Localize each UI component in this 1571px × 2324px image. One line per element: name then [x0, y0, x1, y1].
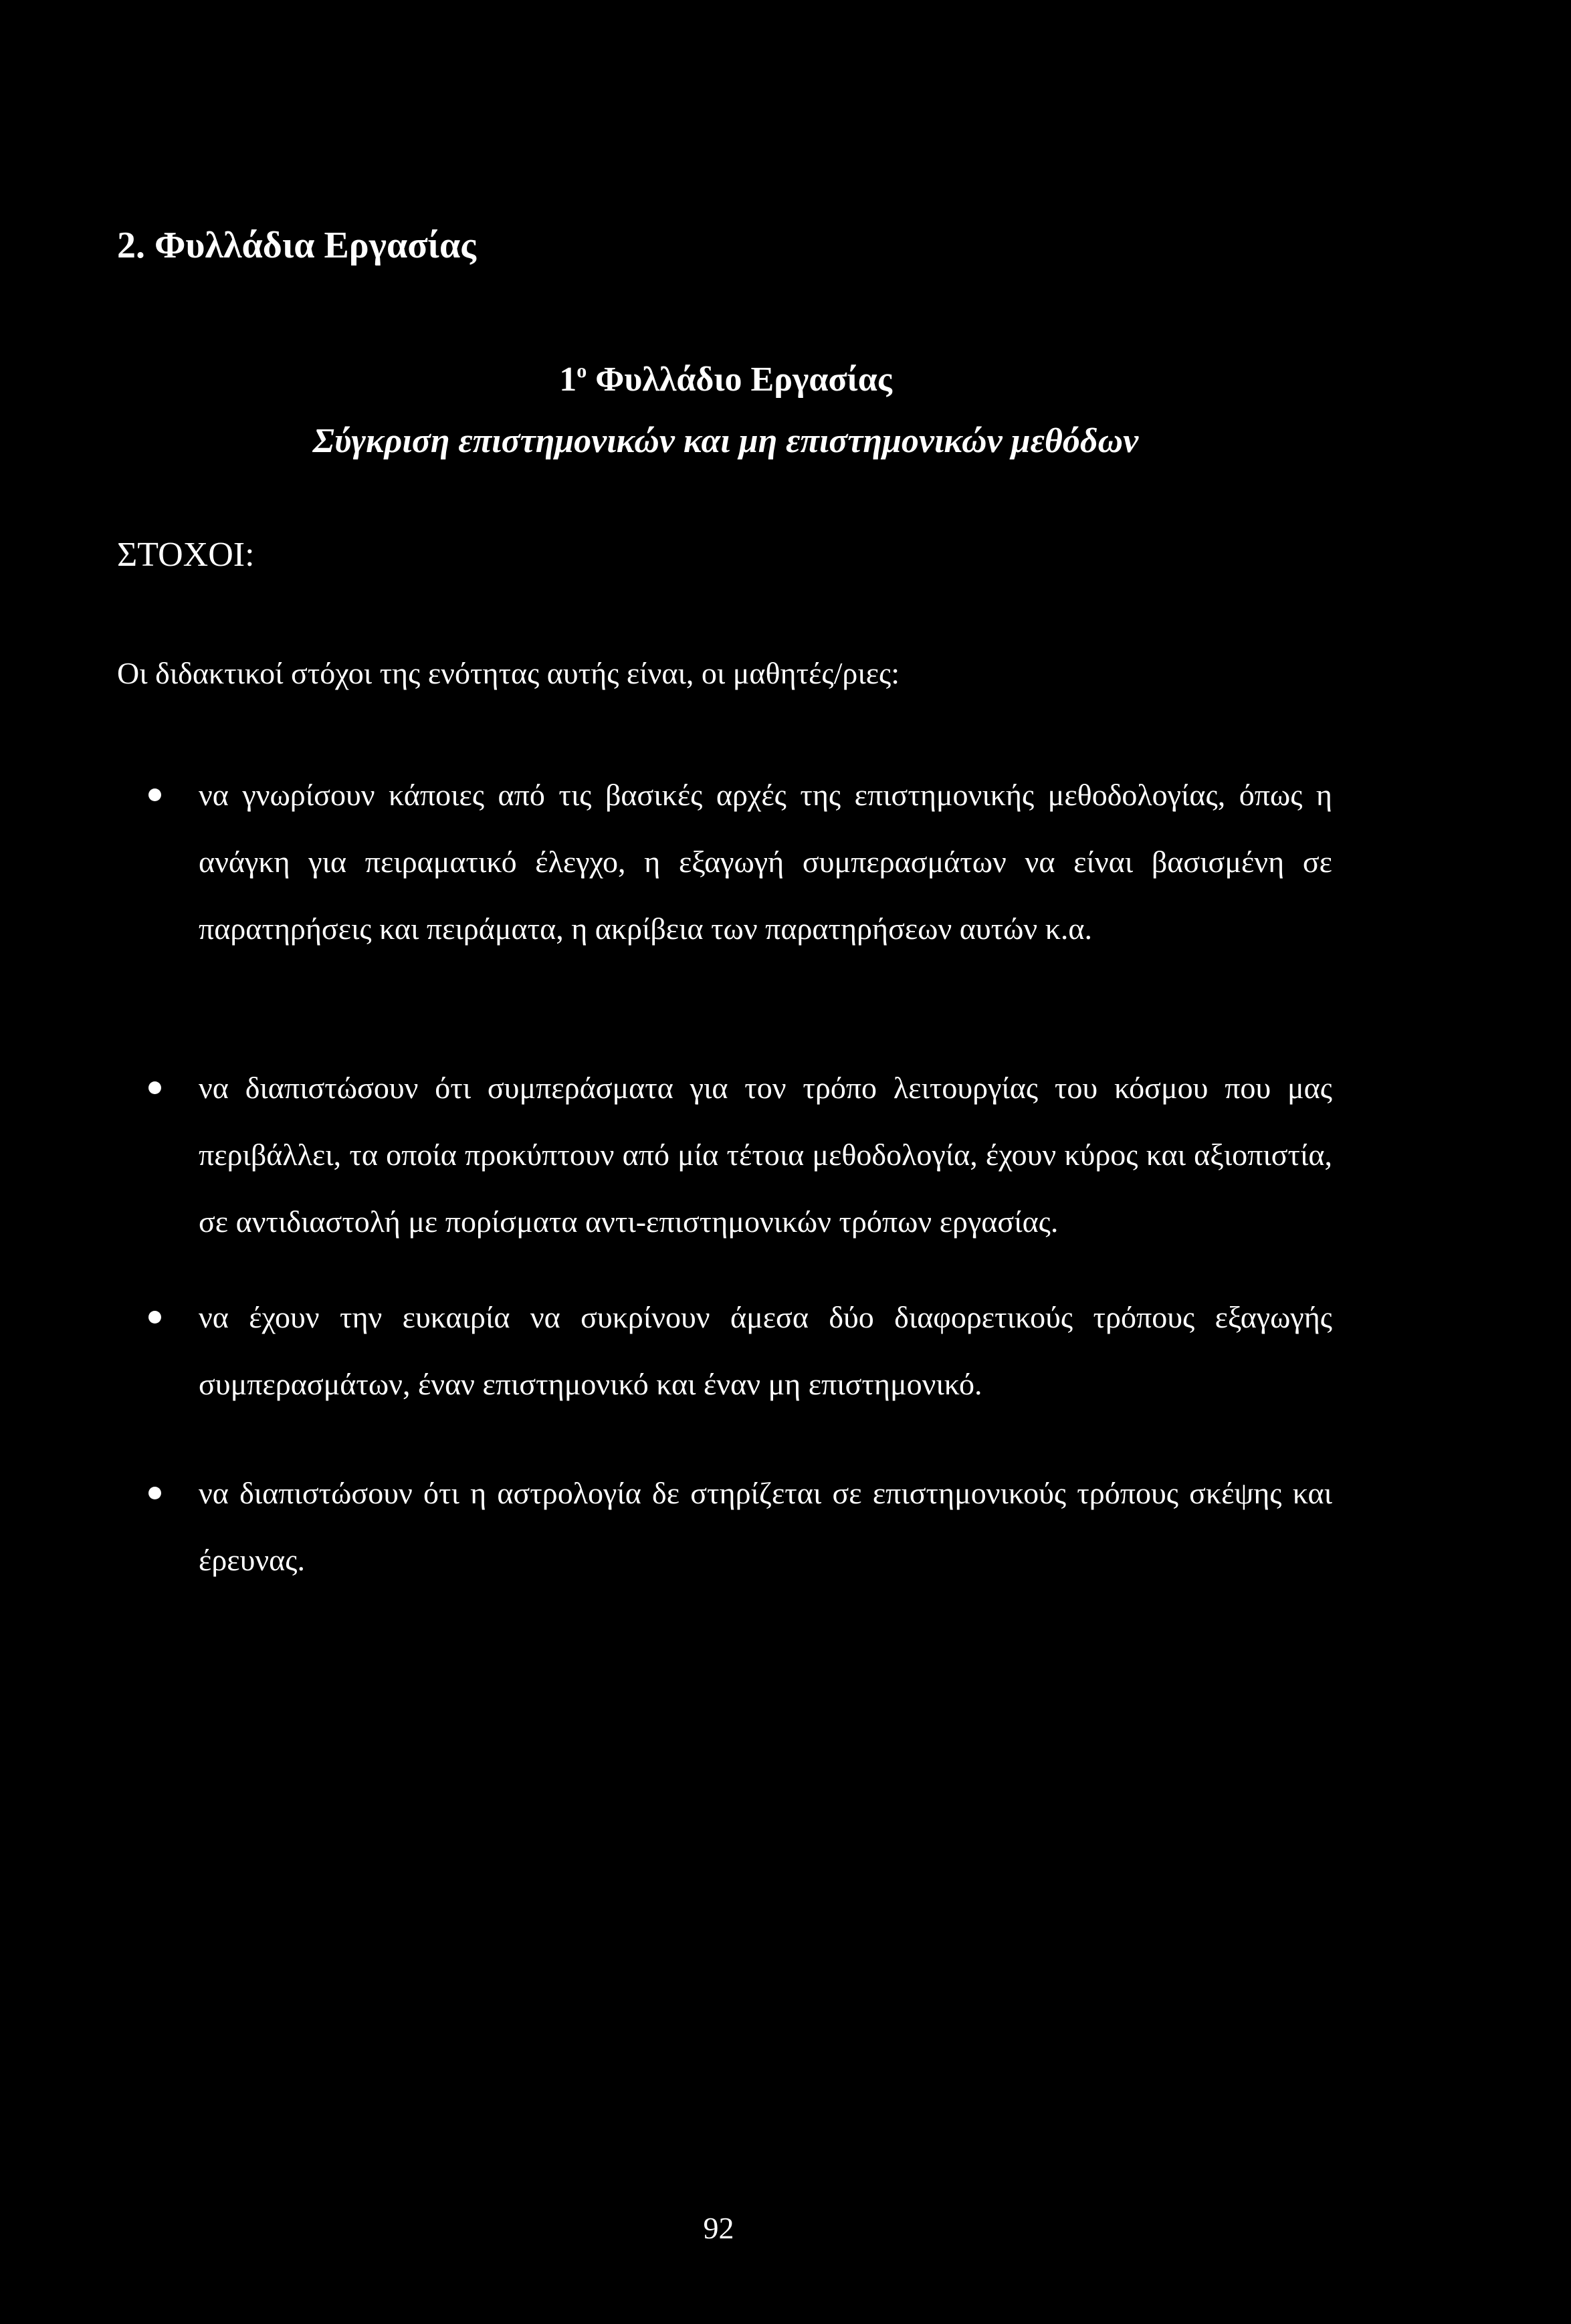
bullet-icon: [148, 1487, 161, 1499]
goal-item: [199, 1055, 1332, 1255]
goal-item: [199, 1460, 1332, 1594]
section-heading: 2. Φυλλάδια Εργασίας: [117, 225, 476, 266]
goal-item-text: να διαπιστώσουν ότι συμπεράσματα για τον τρόπο λειτουργίας του κόσμου που μας περιβάλλει, τα οποία προκύπτουν από μία τέτοια μεθοδολογία, έχουν κύρος και αξιοπιστία, σε αντιδιαστολή με πορίσματα αντι-επιστημονικών τρόπων εργασίας.: [199, 1071, 1332, 1239]
goal-item-text: να διαπιστώσουν ότι η αστρολογία δε στηρίζεται σε επιστημονικούς τρόπους σκέψης και έρευνας.: [199, 1476, 1332, 1577]
bullet-icon: [148, 1311, 161, 1324]
page-number: 92: [703, 2211, 734, 2245]
worksheet-number: 1: [559, 360, 577, 399]
goal-item-text: να έχουν την ευκαιρία να συκρίνουν άμεσα δύο διαφορετικούς τρόπους εξαγωγής συμπερασμάτων, έναν επιστημονικό και έναν μη επιστημονικό.: [199, 1300, 1332, 1401]
worksheet-number-superscript: ο: [577, 360, 587, 382]
worksheet-title-text: Φυλλάδιο Εργασίας: [595, 360, 892, 399]
worksheet-title: [0, 360, 1451, 399]
worksheet-subtitle: Σύγκριση επιστημονικών και μη επιστημονικών μεθόδων: [312, 422, 1139, 460]
bullet-icon: [148, 788, 161, 801]
bullet-icon: [148, 1081, 161, 1094]
goal-item-text: να γνωρίσουν κάποιες από τις βασικές αρχές της επιστημονικής μεθοδολογίας, όπως η ανάγκη για πειραματικό έλεγχο, η εξαγωγή συμπερασμάτων να είναι βασισμένη σε παρατηρήσεις και πειράματα, η ακρίβεια των παρατηρήσεων αυτών κ.α.: [199, 778, 1332, 946]
goals-intro: Οι διδακτικοί στόχοι της ενότητας αυτής είναι, οι μαθητές/ριες:: [117, 656, 900, 690]
goals-label: ΣΤΟΧΟΙ:: [117, 536, 255, 574]
goal-item: [199, 762, 1332, 962]
goal-item: [199, 1284, 1332, 1418]
